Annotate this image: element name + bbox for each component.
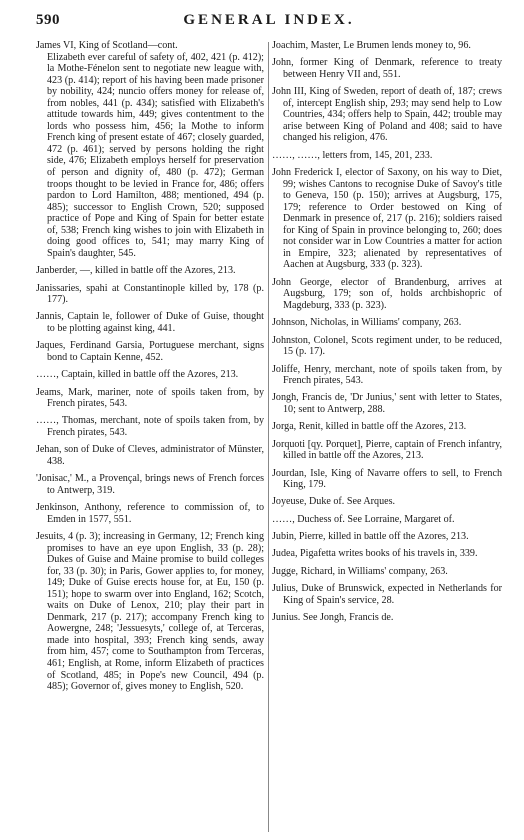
index-entry: Jeams, Mark, mariner, note of spoils taken from, by French pirates, 543. — [36, 386, 264, 410]
index-entry: Jugge, Richard, in Williams' company, 263. — [272, 565, 448, 577]
page-number: 590 — [36, 12, 60, 28]
column-divider — [268, 42, 269, 832]
entry-heading: James VI, King of Scotland—cont. — [36, 40, 178, 51]
entry-body: Elizabeth ever careful of safety of, 402, 421 (p. 412); la Mothe-Fénelon sent to negotiate new league with, 423 (p. 414); report of his having been made prisoner by nobility, 424; nuncio offers money for release of, from nobles, 441 (p. 434); satisfied with Elizabeth's attitude towards him, 449; gives contentment to the lords who possess him, 456; la Mothe to inform French king of present estate of 467; closely guarded, 472 (p. 461); served by persons holding the right side, 476; Elizabeth employs herself for preservation of person and dignity of, 480 (p. 472); German troops thought to be levied in France for, 486; offers pardon to Lord Hamilton, 488; mentioned, 494 (p. 485); successor to English Crown, 520; supposed practice of Pope and King of Spain for better estate of, 538; French king wishes to join with Elizabeth in doing good offices to, 541; may marry King of Spain's daughter, 545. — [47, 51, 264, 259]
index-entry: John, former King of Denmark, reference to treaty between Henry VII and, 551. — [272, 57, 502, 80]
index-entry: Jesuits, 4 (p. 3); increasing in Germany, 12; French king promises to have an eye upon English, 33 (p. 28); Dukes of Guise and Maine promise to build colleges for, 33 (p. 30); in Paris, Gower applies to, for money, 149; Duke of Guise erects house for, at Eu, 150 (p. 151); hope to swarm over into England, 162; Scotch, waits on Duke of Lenox, 210; play their part in Denmark, 217 (p. 217); accompany French king to Aowergne, 248; 'Jessuesyts,' college of, at Terceras, made into hospital, 393; French king sends, away from him, 457; come to Southampton from Terceras, 461; English, at Rome, inform Elizabeth of practices of Scotland, 485; in Pope's new Council, 494 (p. 485); Governor of, gives money to English, 520. — [36, 531, 264, 693]
index-entry: Jehan, son of Duke of Cleves, administrator of Münster, 438. — [36, 444, 264, 467]
index-entry: Jourdan, Isle, King of Navarre offers to sell, to French King, 179. — [272, 467, 502, 491]
index-entry: Joliffe, Henry, merchant, note of spoils taken from, by French pirates, 543. — [272, 363, 502, 387]
index-entry: Jannis, Captain le, follower of Duke of Guise, thought to be plotting against king, 441. — [36, 311, 264, 334]
index-entry: Joachim, Master, Le Brumen lends money to, 96. — [272, 40, 471, 51]
index-entry: Jenkinson, Anthony, reference to commission of, to Emden in 1577, 551. — [36, 502, 264, 525]
index-entry: Jongh, Francis de, 'Dr Junius,' sent with letter to States, 10; sent to Antwerp, 288. — [272, 392, 502, 415]
index-entry: John George, elector of Brandenburg, arrives at Augsburg, 179; son of, holds archbishopric of Magdeburg, 333 (p. 323). — [272, 276, 502, 311]
index-entry: Jaques, Ferdinand Garsia, Portuguese merchant, signs bond to Captain Kenne, 452. — [36, 340, 264, 363]
index-entry: John III, King of Sweden, report of death of, 187; crews of, intercept English ship, 293; may send help to Low Countries, 434; offers help to Spain, 442; trouble may arise between King of Poland and 408; said to have changed his religion, 476. — [272, 86, 502, 144]
right-column — [272, 40, 502, 629]
index-entry: ……, Captain, killed in battle off the Azores, 213. — [36, 369, 239, 381]
index-entry: Jorquoti [qy. Porquet], Pierre, captain of French infantry, killed in battle off the Azores, 213. — [272, 438, 502, 462]
index-entry: Janissaries, spahi at Constantinople killed by, 178 (p. 177). — [36, 282, 264, 306]
left-column — [36, 40, 264, 698]
index-entry: John Frederick I, elector of Saxony, on his way to Diet, 99; wishes Cantons to recognise Duke of Savoy's title to Geneva, 150 (p. 150); arrives at Augsburg, 175, 179; reference to Order bestowed on King of Denmark in presence of, 217 (p. 216); soldiers raised for King of Spain in province belonging to, 260; does not consider war in Low Countries a matter for action in Empire, 323; alienated by representatives of Aachen at Augsburg, 333 (p. 323). — [272, 167, 502, 271]
index-entry: ……, ……, letters from, 145, 201, 233. — [272, 149, 433, 161]
page-title: GENERAL INDEX. — [183, 12, 355, 28]
index-entry: Judea, Pigafetta writes books of his travels in, 339. — [272, 548, 478, 560]
index-entry: Julius, Duke of Brunswick, expected in Netherlands for King of Spain's service, 28. — [272, 583, 502, 606]
index-entry: Johnson, Nicholas, in Williams' company, 263. — [272, 317, 462, 329]
index-entry: 'Jonisac,' M., a Provençal, brings news of French forces to Antwerp, 319. — [36, 473, 264, 496]
index-entry: ……, Thomas, merchant, note of spoils taken from, by French pirates, 543. — [36, 415, 264, 438]
page-header — [36, 10, 502, 32]
index-entry-continued — [36, 40, 264, 259]
index-entry: Jubin, Pierre, killed in battle off the Azores, 213. — [272, 531, 469, 543]
index-entry: Janberder, —, killed in battle off the Azores, 213. — [36, 265, 236, 277]
index-entry: Joyeuse, Duke of. See Arques. — [272, 496, 396, 508]
index-entry: Jorga, Renit, killed in battle off the Azores, 213. — [272, 421, 467, 433]
index-entry: Johnston, Colonel, Scots regiment under, to be reduced, 15 (p. 17). — [272, 334, 502, 358]
index-entry: Junius. See Jongh, Francis de. — [272, 612, 394, 624]
index-entry: ……, Duchess of. See Lorraine, Margaret of. — [272, 513, 455, 525]
